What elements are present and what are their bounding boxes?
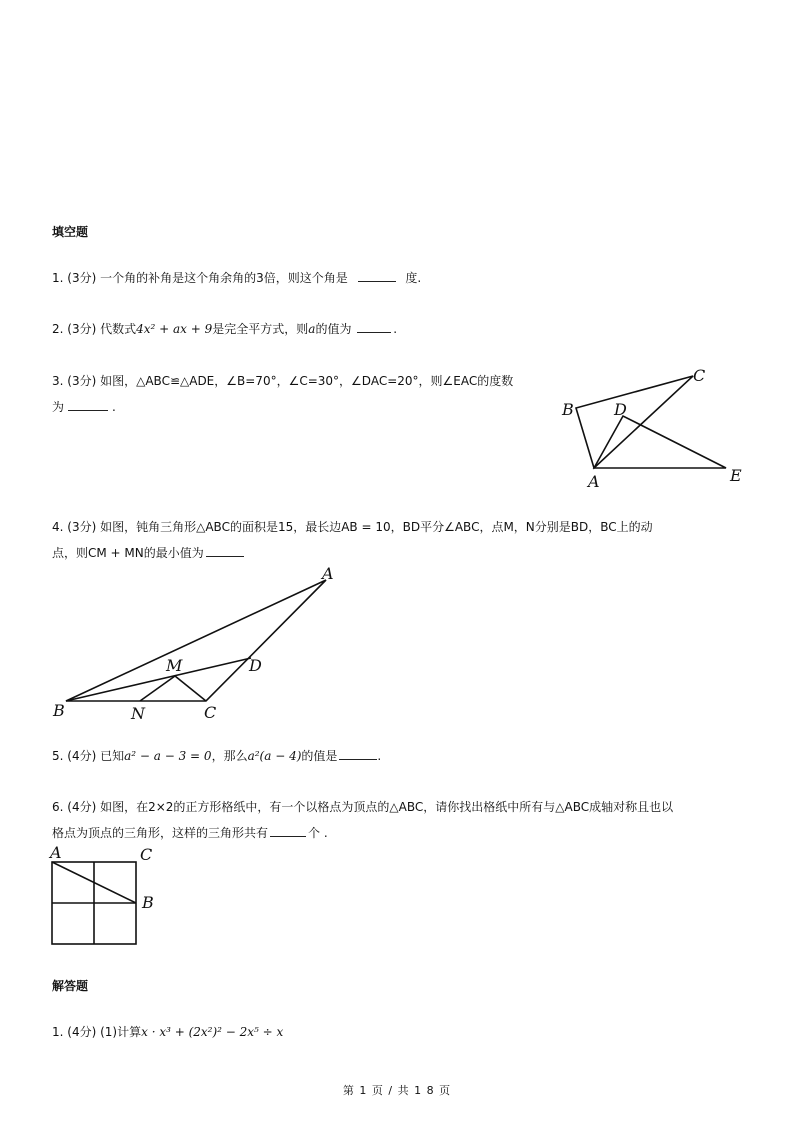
question-text: 为	[52, 400, 65, 414]
answer-question-1	[52, 1020, 283, 1044]
question-5	[52, 744, 381, 768]
question-number: 4.	[52, 520, 64, 534]
question-text: 的值为	[315, 322, 352, 336]
figure-4-triangle	[48, 563, 348, 725]
point-label-a: A	[588, 472, 600, 491]
point-label-c: C	[204, 703, 217, 722]
question-text: 如图，△ABC≌△ADE，∠B=70°，∠C=30°，∠DAC=20°，则∠EAC的度数	[100, 374, 514, 388]
question-score: (3分)	[67, 520, 97, 534]
question-text: 点，则CM + MN的最小值为	[52, 546, 204, 560]
point-label-d: D	[614, 400, 627, 419]
point-label-c: C	[140, 845, 153, 864]
point-label-b: B	[562, 400, 574, 419]
question-text: 如图，钝角三角形△ABC的面积是15，最长边AB = 10，BD平分∠ABC，点M，N分别是BD，BC上的动	[100, 520, 653, 534]
question-number: 1.	[52, 1025, 64, 1039]
question-number: 2.	[52, 322, 64, 336]
math-variable: a	[308, 322, 316, 336]
question-4	[52, 515, 653, 539]
question-text: 的值是	[301, 749, 338, 763]
point-label-m: M	[166, 656, 183, 675]
question-text: 度.	[405, 271, 422, 285]
question-6	[52, 795, 673, 819]
question-6-line2	[52, 821, 328, 845]
question-2	[52, 317, 397, 341]
question-text: 已知	[100, 749, 125, 763]
question-number: 5.	[52, 749, 64, 763]
answer-blank[interactable]	[339, 747, 377, 760]
question-1	[52, 266, 421, 290]
question-number: 3.	[52, 374, 64, 388]
question-text: 代数式	[100, 322, 137, 336]
point-label-a: A	[322, 564, 334, 583]
question-text: .	[377, 749, 382, 763]
question-score: (4分)	[67, 749, 97, 763]
question-4-line2	[52, 541, 244, 565]
question-text: 如图，在2×2的正方形格纸中，有一个以格点为顶点的△ABC，请你找出格纸中所有与△ABC成轴对称且也以	[100, 800, 674, 814]
figure-3-triangles	[556, 362, 756, 492]
answer-blank[interactable]	[68, 398, 108, 411]
point-label-c: C	[693, 366, 706, 385]
figure-6-grid	[46, 844, 166, 950]
point-label-b: B	[142, 893, 154, 912]
question-3	[52, 369, 513, 393]
math-expression: x · x³ + (2x²)² − 2x⁵ ÷ x	[141, 1025, 284, 1039]
point-label-e: E	[730, 466, 742, 485]
math-expression: 4x² + ax + 9	[136, 322, 213, 336]
question-text: ，那么	[211, 749, 248, 763]
answer-blank[interactable]	[206, 544, 244, 557]
question-text: 格点为顶点的三角形，这样的三角形共有	[52, 826, 269, 840]
section-title-fill: 填空题	[52, 225, 89, 239]
answer-blank[interactable]	[270, 824, 306, 837]
point-label-d: D	[249, 656, 262, 675]
math-expression: a² − a − 3 = 0	[124, 749, 212, 763]
point-label-n: N	[131, 704, 145, 723]
question-score: (3分)	[67, 271, 97, 285]
question-score: (3分)	[67, 322, 97, 336]
question-text: .	[393, 322, 398, 336]
question-text: 一个角的补角是这个角余角的3倍，则这个角是	[100, 271, 348, 285]
answer-blank[interactable]	[358, 269, 396, 282]
question-number: 1.	[52, 271, 64, 285]
answer-blank[interactable]	[357, 320, 391, 333]
question-number: 6.	[52, 800, 64, 814]
page-footer: 第 1 页 / 共 1 8 页	[342, 1084, 452, 1097]
question-text: 个 .	[308, 826, 328, 840]
section-title-answer: 解答题	[52, 979, 89, 993]
question-text: .	[112, 400, 116, 414]
question-score: (4分)	[67, 1025, 97, 1039]
question-text: 是完全平方式，则	[212, 322, 309, 336]
question-text: (1)计算	[100, 1025, 142, 1039]
math-expression: a²(a − 4)	[247, 749, 302, 763]
question-3-line2	[52, 395, 116, 419]
question-score: (3分)	[67, 374, 97, 388]
point-label-a: A	[50, 844, 62, 862]
question-score: (4分)	[67, 800, 97, 814]
point-label-b: B	[53, 701, 65, 720]
